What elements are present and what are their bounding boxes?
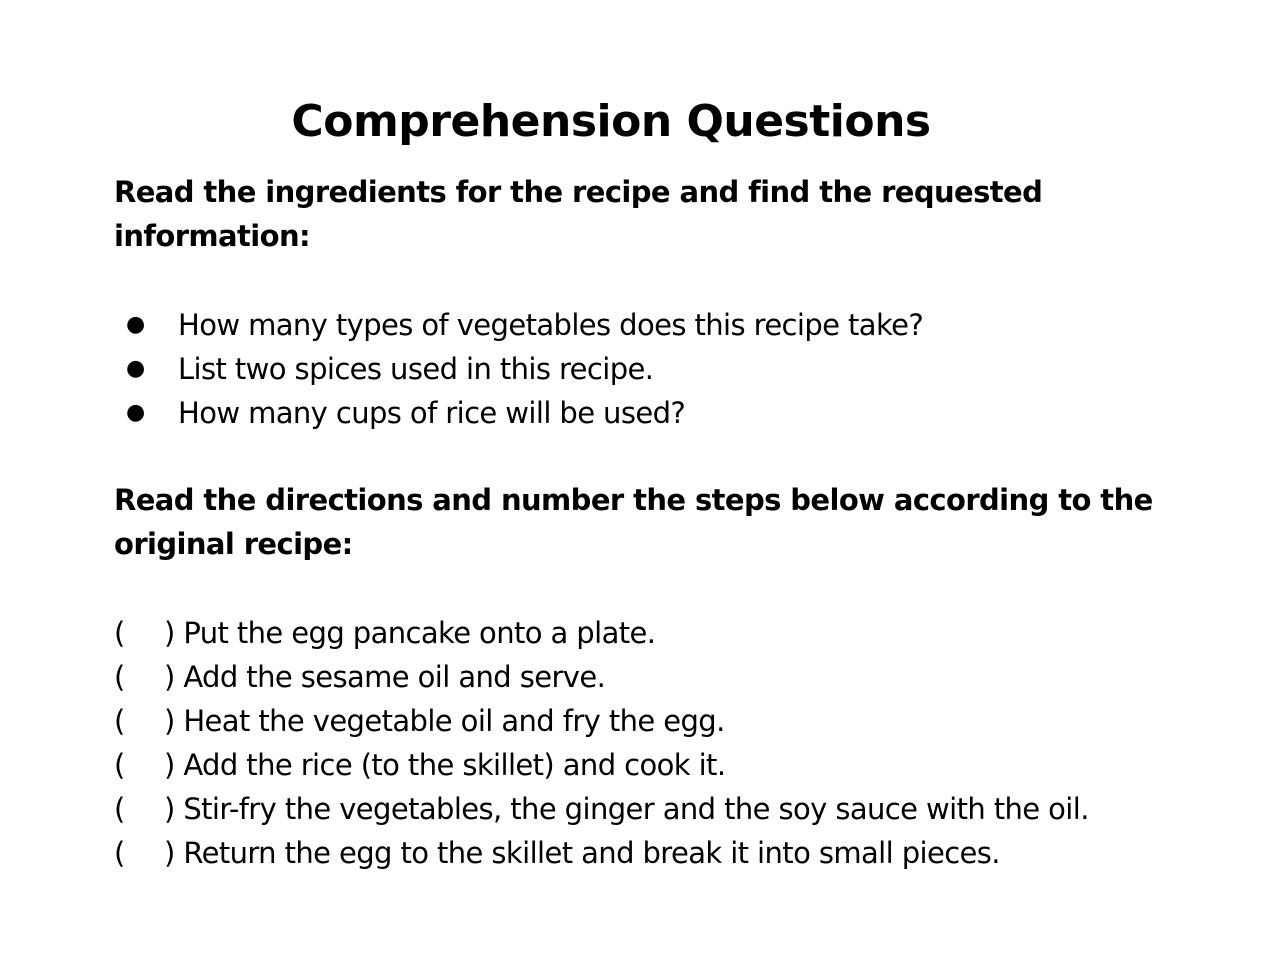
- bullet-icon: ●: [126, 312, 145, 337]
- step-item: [114, 699, 1214, 743]
- step-number-blank[interactable]: (: [114, 836, 125, 870]
- step-text: ) Heat the vegetable oil and fry the egg.: [164, 704, 725, 738]
- bullet-icon: ●: [126, 400, 145, 425]
- question-text: How many cups of rice will be used?: [178, 396, 686, 430]
- list-item: [114, 303, 1214, 347]
- step-number-blank[interactable]: (: [114, 616, 125, 650]
- list-item: [114, 347, 1214, 391]
- step-number-blank[interactable]: (: [114, 792, 125, 826]
- step-number-blank[interactable]: (: [114, 748, 125, 782]
- step-text: ) Add the sesame oil and serve.: [164, 660, 606, 694]
- step-number-blank[interactable]: (: [114, 660, 125, 694]
- bullet-icon: ●: [126, 356, 145, 381]
- question-list: [114, 303, 1214, 435]
- step-item: [114, 743, 1214, 787]
- step-item: [114, 831, 1214, 875]
- step-list: [114, 611, 1214, 875]
- step-item: [114, 611, 1214, 655]
- directions-instruction: Read the directions and number the steps below according to the original recipe:: [114, 483, 1153, 561]
- list-item: [114, 391, 1214, 435]
- step-text: ) Return the egg to the skillet and break it into small pieces.: [164, 836, 1000, 870]
- step-text: ) Add the rice (to the skillet) and cook it.: [164, 748, 726, 782]
- step-item: [114, 655, 1214, 699]
- step-item: [114, 787, 1214, 831]
- question-text: How many types of vegetables does this recipe take?: [178, 308, 924, 342]
- step-text: ) Stir-fry the vegetables, the ginger and the soy sauce with the oil.: [164, 792, 1089, 826]
- step-number-blank[interactable]: (: [114, 704, 125, 738]
- question-text: List two spices used in this recipe.: [178, 352, 654, 386]
- ingredients-instruction: Read the ingredients for the recipe and find the requested information:: [114, 175, 1043, 253]
- step-text: ) Put the egg pancake onto a plate.: [164, 616, 656, 650]
- page-title: Comprehension Questions: [291, 96, 931, 147]
